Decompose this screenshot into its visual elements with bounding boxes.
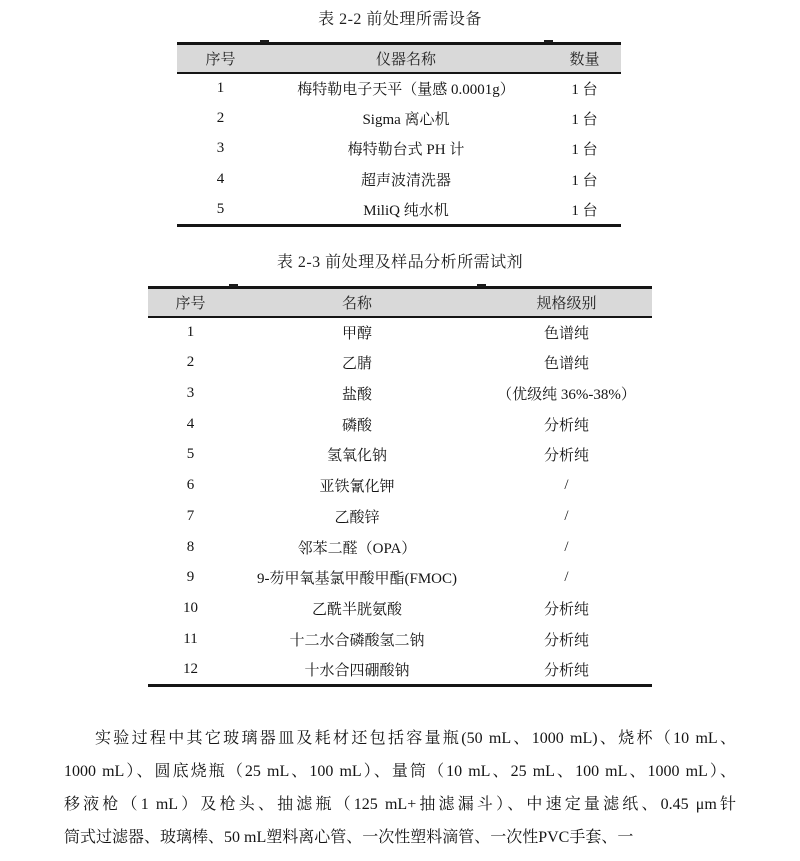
paragraph-line: 实验过程中其它玻璃器皿及耗材还包括容量瓶(50 mL、1000 mL)、烧杯（10 mL、 (95, 730, 736, 747)
table-cell: 分析纯 (543, 662, 589, 679)
table-cell: Sigma 离心机 (362, 111, 450, 128)
table-cell: 乙酰半胱氨酸 (311, 602, 402, 619)
table-row (177, 103, 621, 134)
table-cell: 氢氧化钠 (326, 448, 387, 465)
table-row (148, 563, 652, 594)
table-row (148, 532, 652, 563)
table-row (148, 317, 652, 348)
header-cell-name: 名称 (233, 288, 481, 317)
table-cell: 分析纯 (543, 632, 589, 649)
paragraph-line: 1000 mL）、圆底烧瓶（25 mL、100 mL）、量筒（10 mL、25 mL、100 mL、1000 mL）、 (64, 763, 736, 780)
body-paragraph (64, 722, 736, 854)
column-border-tick (544, 40, 553, 43)
table-cell: 10 (183, 600, 198, 617)
table-row (177, 195, 621, 226)
header-cell-instrument-name: 仪器名称 (264, 44, 548, 73)
equipment-table (177, 42, 621, 227)
table-cell: 十二水合磷酸氢二钠 (289, 632, 425, 649)
table-cell: 盐酸 (341, 386, 372, 403)
column-border-tick (477, 284, 486, 287)
table-cell: 1 台 (571, 142, 598, 159)
table-cell: 7 (186, 507, 195, 524)
table-header-row (177, 44, 621, 73)
table-cell: 分析纯 (543, 448, 589, 465)
equipment-table-grid (177, 42, 621, 227)
table-cell: 4 (186, 415, 195, 432)
table1-caption: 表 2-2 前处理所需设备 (318, 11, 482, 28)
reagent-table-grid (148, 286, 652, 687)
table-cell: （优级纯 36%-38%） (497, 386, 636, 403)
paragraph-line: 移液枪（1 mL）及枪头、抽滤瓶（125 mL+抽滤漏斗）、中速定量滤纸、0.45 μm针 (64, 796, 736, 813)
table-cell: 超声波清洗器 (360, 172, 451, 189)
table-cell: / (564, 507, 569, 524)
table-cell: 1 台 (571, 202, 598, 219)
table-cell: 2 (216, 109, 225, 126)
table-cell: 3 (186, 384, 195, 401)
table-row (148, 655, 652, 686)
table-cell: 2 (186, 354, 195, 371)
header-cell-index: 序号 (177, 44, 264, 73)
table-cell: 磷酸 (341, 417, 372, 434)
column-border-tick (260, 40, 269, 43)
table-row (148, 593, 652, 624)
table2-caption: 表 2-3 前处理及样品分析所需试剂 (276, 254, 524, 271)
paragraph-line: 筒式过滤器、玻璃棒、50 mL塑料离心管、一次性塑料滴管、一次性PVC手套、一 (64, 829, 634, 846)
table-cell: 乙酸锌 (334, 509, 380, 526)
table-cell: 邻苯二醛（OPA） (297, 540, 417, 557)
table-row (148, 624, 652, 655)
table-cell: 1 (216, 79, 225, 96)
table-header-row (148, 288, 652, 317)
table-row (148, 501, 652, 532)
table-row (148, 409, 652, 440)
table-row (148, 347, 652, 378)
table-row (148, 440, 652, 471)
table-cell: / (564, 477, 569, 494)
table-cell: 11 (183, 630, 198, 647)
header-cell-quantity: 数量 (548, 44, 621, 73)
table-cell: 分析纯 (543, 417, 589, 434)
table-cell: 亚铁氰化钾 (319, 479, 395, 496)
table-cell: 3 (216, 140, 225, 157)
table-cell: 1 台 (571, 81, 598, 98)
table-cell: 分析纯 (543, 602, 589, 619)
table-row (148, 378, 652, 409)
table-cell: / (564, 569, 569, 586)
header-cell-grade: 规格级别 (481, 288, 652, 317)
table-cell: 1 (186, 323, 195, 340)
reagent-table (148, 286, 652, 687)
table-cell: 1 台 (571, 111, 598, 128)
table-row (177, 73, 621, 104)
table-cell: 甲醇 (341, 325, 372, 342)
table-cell: 6 (186, 477, 195, 494)
table-cell: MiliQ 纯水机 (363, 202, 449, 219)
column-border-tick (229, 284, 238, 287)
table-cell: 色谱纯 (543, 325, 589, 342)
header-cell-index: 序号 (148, 288, 233, 317)
table-cell: 梅特勒台式 PH 计 (347, 142, 465, 159)
table-cell: 色谱纯 (543, 356, 589, 373)
table-cell: 9-芴甲氧基氯甲酸甲酯(FMOC) (256, 571, 457, 588)
table-cell: 5 (216, 200, 225, 217)
table-cell: 梅特勒电子天平（量感 0.0001g） (297, 81, 515, 98)
table-cell: 1 台 (571, 172, 598, 189)
table-cell: 5 (186, 446, 195, 463)
table-cell: 12 (183, 660, 198, 677)
table-row (177, 134, 621, 165)
table-cell: 9 (186, 569, 195, 586)
table-cell: 乙腈 (341, 356, 372, 373)
table-cell: 十水合四硼酸钠 (304, 662, 410, 679)
table-row (177, 164, 621, 195)
table-row (148, 470, 652, 501)
table-cell: 4 (216, 170, 225, 187)
table-cell: 8 (186, 538, 195, 555)
table-cell: / (564, 538, 569, 555)
